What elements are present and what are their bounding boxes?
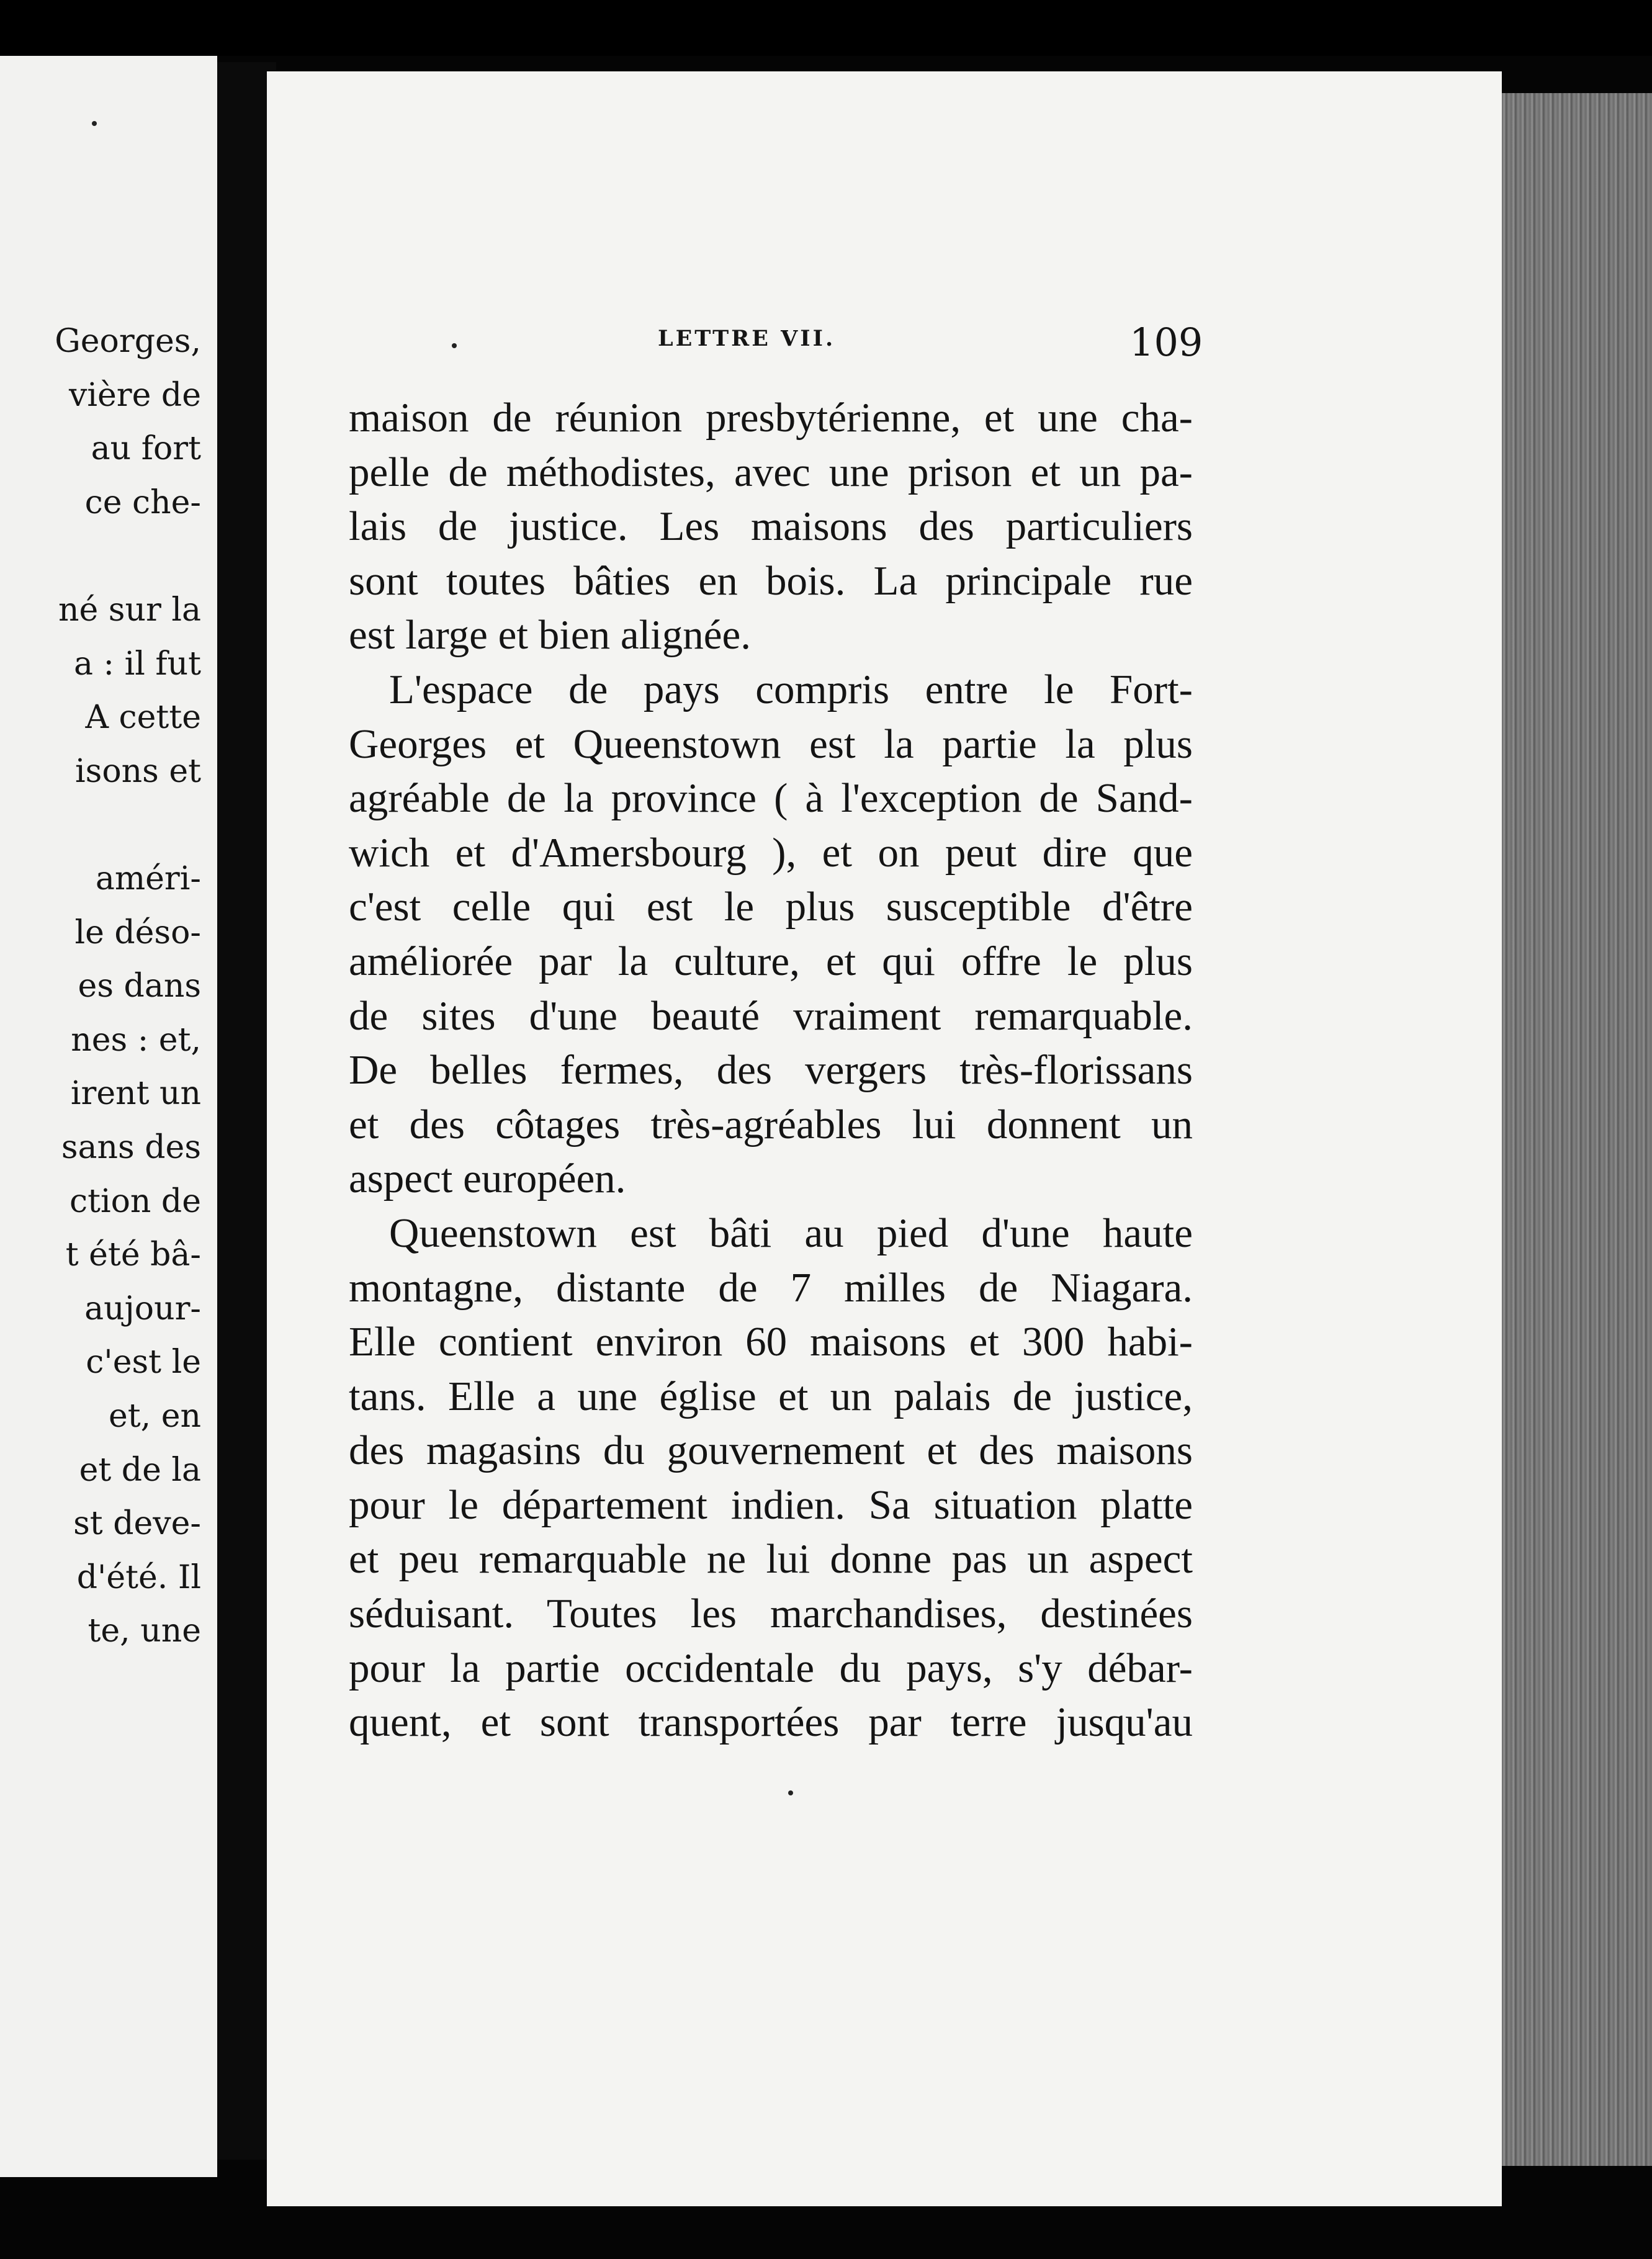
- left-page-line: et, en: [109, 1398, 201, 1435]
- text-line: montagne, distante de 7 milles de Niagara.: [349, 1264, 1193, 1311]
- left-page-line: Georges,: [55, 323, 201, 360]
- text-line: agréable de la province ( à l'exception de Sand-: [349, 775, 1193, 822]
- text-line: des magasins du gouvernement et des maisons: [349, 1427, 1193, 1474]
- left-page-line: te, une: [88, 1612, 201, 1650]
- text-line: lais de justice. Les maisons des particuliers: [349, 503, 1193, 550]
- left-page-line: nes : et,: [71, 1021, 201, 1059]
- text-line: aspect européen.: [349, 1156, 626, 1202]
- text-line: de sites d'une beauté vraiment remarquable.: [349, 992, 1193, 1039]
- left-page-line: es dans: [78, 968, 201, 1005]
- page-number: 109: [1129, 320, 1203, 365]
- left-page-line: et de la: [79, 1451, 201, 1489]
- left-page-line: né sur la: [58, 591, 201, 629]
- left-page-line: ction de: [69, 1182, 201, 1220]
- text-line: Georges et Queenstown est la partie la plus: [349, 721, 1193, 767]
- text-line: wich et d'Amersbourg ), et on peut dire que: [349, 829, 1193, 876]
- left-page-line: au fort: [91, 430, 201, 468]
- running-header: LETTRE VII.: [658, 326, 836, 351]
- left-page-line: irent un: [70, 1075, 201, 1113]
- page-edges: [1502, 93, 1652, 2166]
- left-page-line: sans des: [61, 1129, 201, 1166]
- speck: [452, 343, 457, 348]
- text-line: et des côtages très-agréables lui donnent un: [349, 1101, 1193, 1147]
- text-line: améliorée par la culture, et qui offre le plus: [349, 938, 1193, 984]
- text-line: tans. Elle a une église et un palais de justice,: [349, 1373, 1193, 1419]
- text-line: pour la partie occidentale du pays, s'y débar-: [349, 1645, 1193, 1691]
- left-page-line: st deve-: [73, 1505, 201, 1543]
- left-page-line: c'est le: [86, 1344, 201, 1381]
- left-page-line: le déso-: [74, 914, 201, 951]
- speck: [92, 121, 97, 126]
- text-line: maison de réunion presbytérienne, et une cha-: [349, 395, 1193, 441]
- left-page: [0, 56, 217, 2177]
- text-line: et peu remarquable ne lui donne pas un aspect: [349, 1536, 1193, 1583]
- left-page-line: A cette: [85, 699, 201, 737]
- text-line: pour le département indien. Sa situation platte: [349, 1481, 1193, 1528]
- text-line: pelle de méthodistes, avec une prison et un pa-: [349, 449, 1193, 495]
- text-line: séduisant. Toutes les marchandises, destinées: [349, 1591, 1193, 1637]
- left-page-line: a : il fut: [73, 645, 201, 683]
- text-line: c'est celle qui est le plus susceptible d'être: [349, 884, 1193, 930]
- text-line: Queenstown est bâti au pied d'une haute: [389, 1210, 1193, 1256]
- text-line: est large et bien alignée.: [349, 612, 752, 658]
- text-line: De belles fermes, des vergers très-florissans: [349, 1047, 1193, 1094]
- speck: [788, 1790, 793, 1795]
- left-page-line: ce che-: [84, 483, 201, 521]
- text-line: L'espace de pays compris entre le Fort-: [389, 666, 1193, 712]
- left-page-line: aujour-: [84, 1290, 201, 1327]
- left-page-line: vière de: [68, 376, 201, 414]
- body-text: [349, 391, 1193, 1750]
- left-page-line: d'été. Il: [76, 1558, 201, 1596]
- text-line: sont toutes bâties en bois. La principale rue: [349, 557, 1193, 604]
- text-line: Elle contient environ 60 maisons et 300 habi-: [349, 1319, 1193, 1365]
- left-page-line: améri-: [95, 860, 201, 897]
- left-page-line: isons et: [75, 752, 201, 790]
- text-line: quent, et sont transportées par terre jusqu'au: [349, 1699, 1193, 1746]
- left-page-line: t été bâ-: [65, 1236, 201, 1274]
